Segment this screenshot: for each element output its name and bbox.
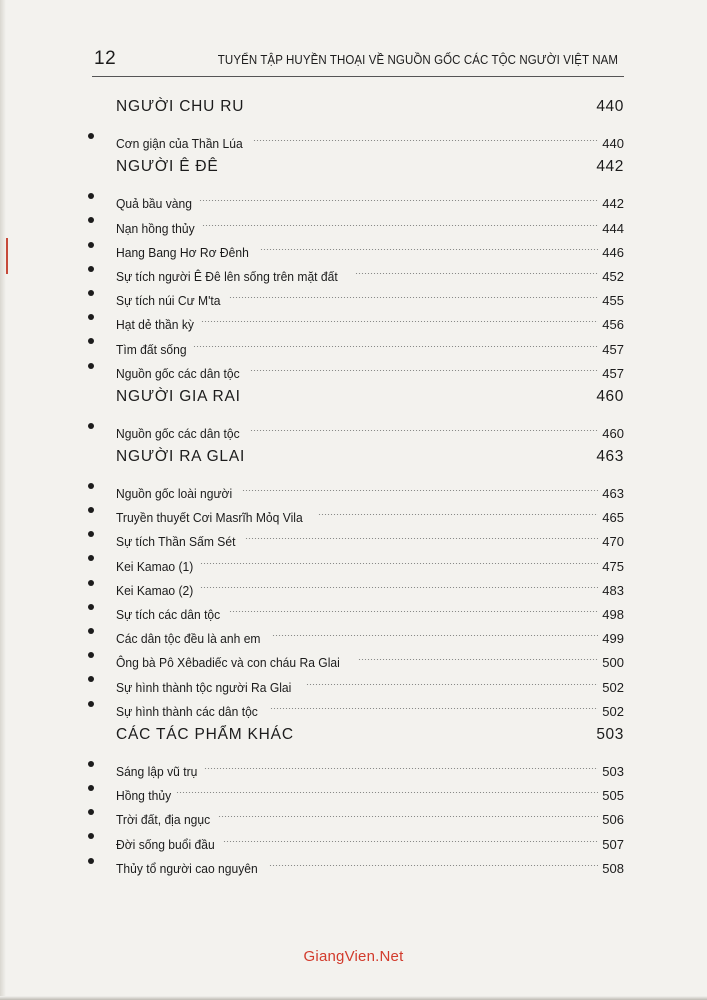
bullet-icon (84, 414, 116, 438)
entry-page-number: 502 (602, 703, 624, 719)
bullet-icon (84, 184, 116, 208)
entry-title: Hạt dẻ thần kỳ (116, 317, 194, 333)
entry-page-number: 444 (602, 220, 624, 236)
watermark: GiangVien.Net (303, 948, 404, 965)
bullet-icon (84, 619, 116, 643)
entry-page-number: 470 (602, 534, 624, 550)
section-heading (116, 726, 624, 748)
bullet-icon (84, 354, 116, 378)
bullet-icon (84, 305, 116, 329)
toc-section (84, 447, 624, 719)
bullet-icon (84, 692, 116, 716)
section-heading (116, 98, 624, 120)
entry-title: Tìm đất sống (116, 341, 187, 357)
entry-page-number: 505 (602, 788, 624, 804)
section-page-number: 463 (596, 447, 624, 465)
entry-title: Truyền thuyết Cơi Masrĩh Mỏq Vila (116, 510, 303, 526)
entry-title: Kei Kamao (2) (116, 582, 194, 598)
dot-leader (318, 498, 601, 522)
entry-title: Hang Bang Hơ Rơ Đênh (116, 244, 249, 260)
entry-title: Nguồn gốc các dân tộc (116, 425, 240, 441)
entry-title: Ông bà Pô Xêbadiếc và con cháu Ra Glai (116, 655, 340, 671)
dot-leader (200, 571, 600, 595)
page-bottom-edge (0, 996, 707, 1000)
dot-leader (358, 643, 601, 667)
dot-leader (250, 354, 600, 378)
entry-page-number: 508 (602, 860, 624, 876)
dot-leader (199, 184, 601, 208)
bullet-icon (84, 208, 116, 232)
dot-leader (229, 281, 600, 305)
running-header (94, 46, 624, 76)
dot-leader (204, 752, 600, 776)
entry-title: Sự tích người Ê Đê lên sống trên mặt đất (116, 268, 338, 284)
bullet-icon (84, 595, 116, 619)
toc-entry (84, 414, 624, 441)
entry-title: Sự hình thành các dân tộc (116, 703, 258, 719)
book-title: TUYỂN TẬP HUYỀN THOẠI VỀ NGUỒN GỐC CÁC TỘC NGƯỜI VIỆT NAM (217, 53, 618, 67)
entry-page-number: 456 (602, 317, 624, 333)
entry-page-number: 457 (602, 341, 624, 357)
toc-section (84, 98, 624, 152)
entry-page-number: 452 (602, 268, 624, 284)
entry-page-number: 460 (602, 425, 624, 441)
entry-title: Nguồn gốc các dân tộc (116, 365, 240, 381)
entry-page-number: 502 (602, 679, 624, 695)
entry-page-number: 499 (602, 631, 624, 647)
section-page-number: 503 (596, 725, 624, 743)
entry-page-number: 440 (602, 136, 624, 152)
page-number: 12 (94, 48, 117, 69)
dot-leader (223, 824, 600, 848)
entry-page-number: 506 (602, 812, 624, 828)
dot-leader (250, 414, 600, 438)
toc-entry (84, 184, 624, 212)
entry-title: Trời đất, địa ngục (116, 812, 211, 828)
section-heading (116, 388, 624, 410)
dot-leader (218, 800, 600, 824)
bullet-icon (84, 124, 116, 148)
entry-page-number: 500 (602, 655, 624, 671)
section-title: NGƯỜI GIA RAI (116, 387, 241, 405)
section-page-number: 460 (596, 387, 624, 405)
dot-leader (176, 776, 600, 800)
bullet-icon (84, 824, 116, 848)
dot-leader (229, 595, 600, 619)
entry-title: Nguồn gốc loài người (116, 486, 233, 502)
bullet-icon (84, 474, 116, 498)
entry-page-number: 446 (602, 244, 624, 260)
entry-title: Sự hình thành tộc người Ra Glai (116, 679, 292, 695)
entry-title: Sự tích núi Cư M'ta (116, 293, 221, 309)
dot-leader (193, 329, 600, 353)
toc-entry (84, 752, 624, 779)
dot-leader (272, 619, 600, 643)
bullet-icon (84, 233, 116, 257)
bullet-icon (84, 522, 116, 546)
entry-title: Kei Kamao (1) (116, 558, 194, 574)
entry-page-number: 463 (602, 486, 624, 502)
bullet-icon (84, 800, 116, 824)
bullet-icon (84, 329, 116, 353)
entry-title: Thủy tổ người cao nguyên (116, 860, 258, 876)
dot-leader (202, 208, 601, 232)
header-divider (92, 76, 624, 77)
entry-page-number: 503 (602, 763, 624, 779)
dot-leader (253, 124, 600, 148)
entry-page-number: 498 (602, 607, 624, 622)
toc-entry (84, 124, 624, 152)
section-page-number: 442 (596, 158, 624, 176)
section-title: NGƯỜI Ê ĐÊ (116, 158, 219, 176)
section-title: NGƯỜI RA GLAI (116, 447, 246, 465)
entry-page-number: 457 (602, 365, 624, 381)
bullet-icon (84, 281, 116, 305)
page-edge-mark (6, 238, 8, 274)
entry-title: Sự tích các dân tộc (116, 607, 221, 622)
entry-title: Cơn giận của Thần Lúa (116, 136, 243, 152)
bullet-icon (84, 667, 116, 691)
dot-leader (242, 474, 600, 498)
entry-title: Quả bầu vàng (116, 196, 192, 212)
entry-page-number: 465 (602, 510, 624, 526)
entry-page-number: 442 (602, 196, 624, 212)
entry-page-number: 475 (602, 558, 624, 574)
entry-page-number: 507 (602, 836, 624, 852)
toc-entry (84, 474, 624, 502)
entry-title: Đời sống buổi đầu (116, 836, 215, 852)
entry-page-number: 483 (602, 582, 624, 598)
dot-leader (200, 546, 600, 570)
entry-title: Hồng thủy (116, 788, 172, 804)
section-page-number: 440 (596, 98, 624, 115)
page-edge-shadow (0, 0, 6, 1000)
entry-title: Sáng lập vũ trụ (116, 763, 198, 779)
dot-leader (306, 667, 601, 691)
bullet-icon (84, 257, 116, 281)
bullet-icon (84, 546, 116, 570)
bullet-icon (84, 571, 116, 595)
table-of-contents (84, 98, 624, 876)
toc-section (84, 387, 624, 441)
section-title: NGƯỜI CHU RU (116, 98, 245, 115)
toc-section (84, 158, 624, 381)
dot-leader (269, 849, 600, 873)
entry-page-number: 455 (602, 293, 624, 309)
section-heading (116, 448, 624, 470)
dot-leader (201, 305, 600, 329)
entry-title: Sự tích Thần Sấm Sét (116, 534, 236, 550)
section-title: CÁC TÁC PHẨM KHÁC (116, 725, 294, 743)
bullet-icon (84, 776, 116, 800)
bullet-icon (84, 849, 116, 873)
bullet-icon (84, 752, 116, 776)
entry-title: Nạn hồng thủy (116, 220, 195, 236)
dot-leader (260, 233, 601, 257)
dot-leader (245, 522, 600, 546)
bullet-icon (84, 498, 116, 522)
dot-leader (355, 257, 600, 281)
section-heading (116, 158, 624, 180)
bullet-icon (84, 643, 116, 667)
entry-title: Các dân tộc đều là anh em (116, 631, 261, 647)
toc-section (84, 725, 624, 876)
dot-leader (270, 692, 601, 716)
